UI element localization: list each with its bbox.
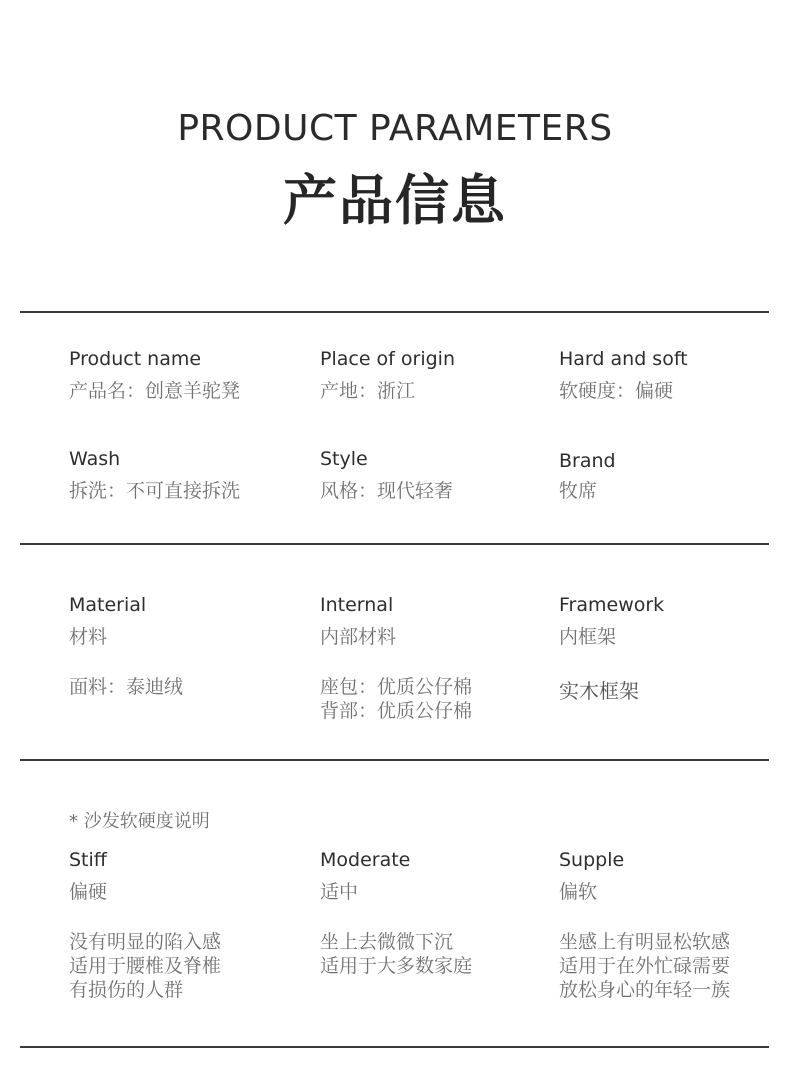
- internal-sub: 内部材料: [320, 626, 397, 648]
- title-chinese: 产品信息: [283, 169, 507, 232]
- stiff-sub: 偏硬: [69, 881, 108, 903]
- style-label: Style: [320, 448, 368, 470]
- wash-label: Wash: [69, 448, 121, 470]
- supple-detail-3: 放松身心的年轻一族: [559, 979, 731, 1001]
- brand-label: Brand: [559, 450, 616, 472]
- title-english: PRODUCT PARAMETERS: [177, 108, 613, 149]
- moderate-detail-2: 适用于大多数家庭: [320, 955, 473, 977]
- internal-detail-back: 背部：优质公仔棉: [320, 700, 473, 722]
- moderate-label: Moderate: [320, 849, 411, 871]
- product-name-value: 产品名：创意羊驼凳: [69, 380, 241, 402]
- material-sub: 材料: [69, 626, 108, 648]
- hardness-value: 软硬度：偏硬: [559, 380, 674, 402]
- brand-value: 牧席: [559, 480, 598, 502]
- stiff-detail-3: 有损伤的人群: [69, 979, 184, 1001]
- stiff-detail-2: 适用于腰椎及脊椎: [69, 955, 222, 977]
- supple-label: Supple: [559, 849, 625, 871]
- place-of-origin-label: Place of origin: [320, 348, 456, 370]
- internal-detail-seat: 座包：优质公仔棉: [320, 676, 473, 698]
- supple-detail-1: 坐感上有明显松软感: [559, 931, 731, 953]
- style-value: 风格：现代轻奢: [320, 480, 454, 502]
- internal-label: Internal: [320, 594, 394, 616]
- material-detail: 面料：泰迪绒: [69, 676, 184, 698]
- wash-value: 拆洗：不可直接拆洗: [69, 480, 241, 502]
- material-label: Material: [69, 594, 147, 616]
- hardness-note: * 沙发软硬度说明: [69, 811, 210, 832]
- place-of-origin-value: 产地：浙江: [320, 380, 416, 402]
- moderate-sub: 适中: [320, 881, 359, 903]
- divider-1: [20, 543, 769, 545]
- divider-top: [20, 311, 769, 313]
- stiff-detail-1: 没有明显的陷入感: [69, 931, 222, 953]
- divider-bottom: [20, 1046, 769, 1048]
- framework-label: Framework: [559, 594, 665, 616]
- stiff-label: Stiff: [69, 849, 107, 871]
- supple-detail-2: 适用于在外忙碌需要: [559, 955, 731, 977]
- supple-sub: 偏软: [559, 881, 598, 903]
- moderate-detail-1: 坐上去微微下沉: [320, 931, 454, 953]
- product-name-label: Product name: [69, 348, 202, 370]
- divider-2: [20, 759, 769, 761]
- hardness-label: Hard and soft: [559, 348, 688, 370]
- framework-detail: 实木框架: [559, 679, 639, 703]
- framework-sub: 内框架: [559, 626, 617, 648]
